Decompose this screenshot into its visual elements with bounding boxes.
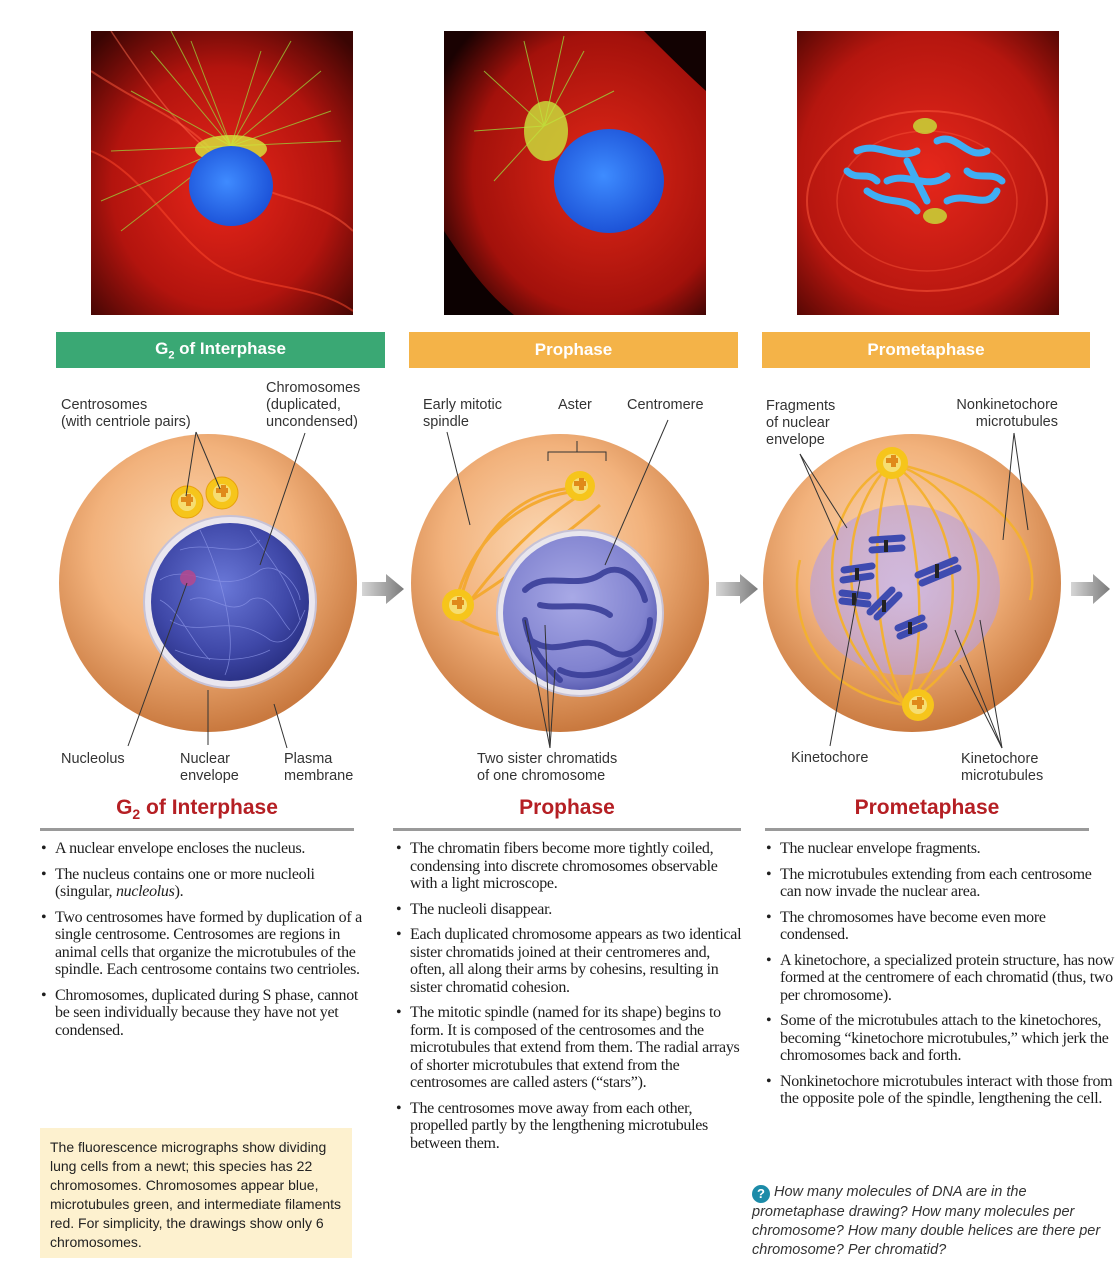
bullet-prophase-5: • The centrosomes move away from each other, propelled partly by the lengthening microtubules between them.: [394, 1100, 744, 1153]
question-icon: ?: [752, 1185, 770, 1203]
label-kinetochore-microtubules: Kinetochore microtubules: [961, 751, 1044, 784]
prophase-cell: [411, 420, 709, 748]
question-block: [752, 1183, 1112, 1260]
micrograph-note: The fluorescence micrographs show dividing lung cells from a newt; this species has 22 chromosomes. Chromosomes appear blue, microtubules green, and intermediate filaments red. For simplicity, the drawings show only 6 chromosomes.: [40, 1128, 352, 1258]
label-chromosomes: Chromosomes (duplicated, uncondensed): [266, 380, 361, 430]
label-nucleolus: Nucleolus: [61, 751, 125, 767]
prometaphase-cell: [763, 433, 1061, 748]
label-centrosomes: Centrosomes (with centriole pairs): [61, 397, 191, 430]
title-prometaphase: Prometaphase: [854, 796, 1000, 819]
banner-g2-text: $G_2$ of Interphase: [155, 338, 286, 362]
bullet-prophase-2: • The nucleoli disappear.: [394, 901, 744, 919]
divider-prometaphase: [765, 828, 1089, 831]
question-text: How many molecules of DNA are in the prometaphase drawing? How many molecules per chromosome? How many double helices are there per chromosome? Per chromatid?: [752, 1184, 1101, 1258]
divider-prophase: [393, 828, 741, 831]
arrow-g2-to-prophase: [362, 574, 404, 604]
bullet-g2-4: • Chromosomes, duplicated during S phase, cannot be seen individually because they have not yet condensed.: [39, 987, 369, 1040]
bullet-prophase-4: • The mitotic spindle (named for its shape) begins to form. It is composed of the centrosomes and the microtubules that extend from them. The radial arrays of shorter microtubules that extend from the centrosomes are called asters (“stars”).: [394, 1004, 744, 1092]
bullets-prophase: [394, 840, 744, 1160]
bullet-prometaphase-4: • A kinetochore, a specialized protein structure, has now formed at the centromere of each chromatid (thus, two per chromosome).: [764, 952, 1116, 1005]
label-early-mitotic-spindle: Early mitotic spindle: [423, 397, 502, 430]
bullet-g2-2: • The nucleus contains one or more nucleoli (singular, nucleolus).: [39, 866, 369, 901]
label-nuclear-fragments: Fragments of nuclear envelope: [766, 398, 836, 448]
bullets-g2: [39, 840, 369, 1047]
banner-prometaphase: Prometaphase: [762, 332, 1090, 368]
banner-prophase: Prophase: [409, 332, 738, 368]
label-aster: Aster: [558, 397, 592, 413]
g2-cell: [59, 432, 357, 748]
bullet-prometaphase-5: • Some of the microtubules attach to the kinetochores, becoming “kinetochore microtubules,” which jerk the chromosomes back and forth.: [764, 1012, 1116, 1065]
bullet-prometaphase-6: • Nonkinetochore microtubules interact with those from the opposite pole of the spindle, lengthening the cell.: [764, 1073, 1116, 1108]
title-prophase: Prophase: [519, 796, 615, 819]
bullet-prometaphase-3: • The chromosomes have become even more condensed.: [764, 909, 1116, 944]
divider-g2: [40, 828, 354, 831]
bullet-prophase-3: • Each duplicated chromosome appears as two identical sister chromatids joined at their centromeres and, often, all along their arms by cohesins, resulting in sister chromatid cohesion.: [394, 926, 744, 996]
bullet-g2-1: • A nuclear envelope encloses the nucleus.: [39, 840, 369, 858]
bullet-prometaphase-1: • The nuclear envelope fragments.: [764, 840, 1116, 858]
label-centromere: Centromere: [627, 397, 704, 413]
title-g2: $G_2$ of Interphase: [116, 796, 278, 823]
arrow-prometaphase-next: [1071, 574, 1110, 604]
label-nuclear-envelope: Nuclear envelope: [180, 751, 239, 784]
label-sister-chromatids: Two sister chromatids of one chromosome: [477, 751, 618, 784]
bullet-g2-3: • Two centrosomes have formed by duplication of a single centrosome. Centrosomes are regions in animal cells that organize the microtubules of the spindle. Each centrosome contains two centrioles.: [39, 909, 369, 979]
bullet-prophase-1: • The chromatin fibers become more tightly coiled, condensing into discrete chromosomes observable with a light microscope.: [394, 840, 744, 893]
bullet-prometaphase-2: • The microtubules extending from each centrosome can now invade the nuclear area.: [764, 866, 1116, 901]
label-nonkinetochore-microtubules: Nonkinetochore microtubules: [956, 397, 1058, 430]
arrow-prophase-to-prometaphase: [716, 574, 758, 604]
label-kinetochore: Kinetochore: [791, 750, 869, 766]
label-plasma-membrane: Plasma membrane: [284, 751, 354, 784]
bullets-prometaphase: [764, 840, 1116, 1116]
